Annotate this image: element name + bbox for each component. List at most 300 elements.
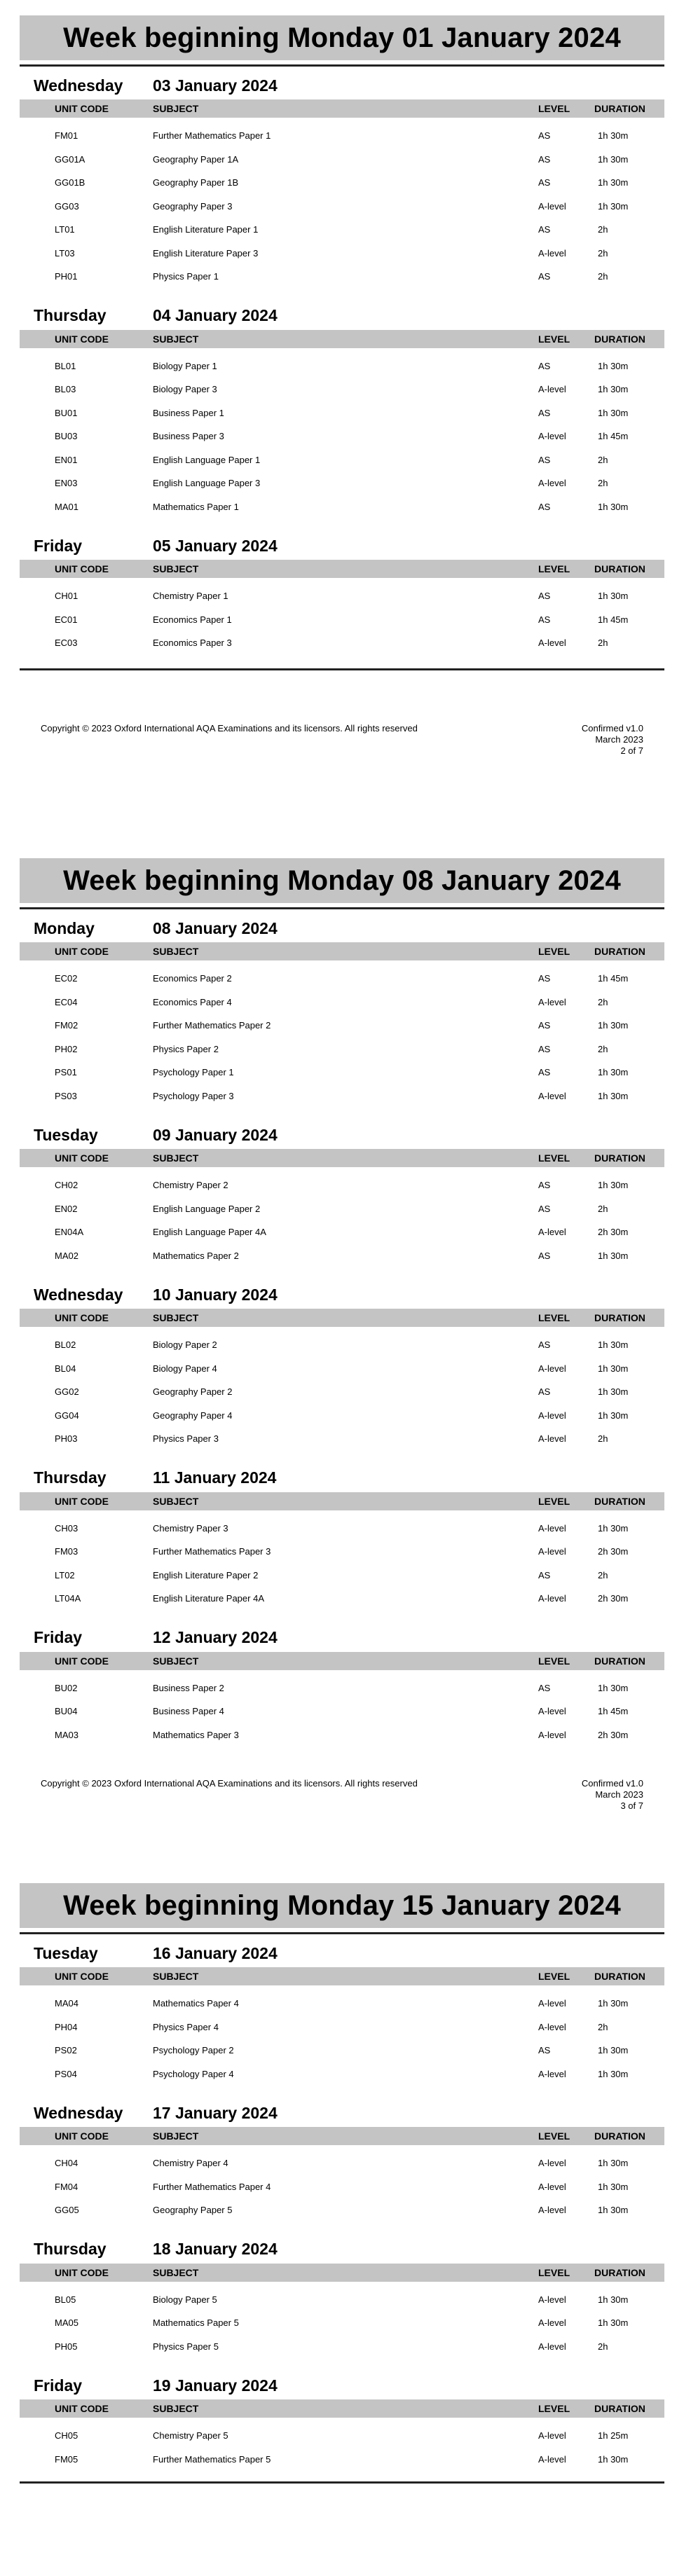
subject-cell: English Literature Paper 4A: [153, 1593, 264, 1604]
subject-cell: Geography Paper 3: [153, 200, 233, 212]
duration-cell: 2h 30m: [598, 1227, 629, 1237]
unit-code-cell: EC04: [55, 996, 78, 1007]
duration-cell: 1h 30m: [598, 1067, 629, 1077]
level-cell: A-level: [538, 247, 566, 259]
duration-cell: 1h 45m: [598, 1706, 629, 1716]
level-cell: AS: [538, 224, 551, 235]
col-subject-header: SUBJECT: [153, 103, 199, 114]
level-cell: A-level: [538, 200, 566, 212]
day-heading: [34, 2240, 278, 2259]
duration-cell: 2h: [598, 1433, 608, 1444]
duration-cell: 2h: [598, 2021, 608, 2032]
col-unit-code-header: UNIT CODE: [55, 1152, 109, 1164]
unit-code-cell: MA03: [55, 1729, 78, 1740]
unit-code-cell: FM04: [55, 2181, 78, 2192]
subject-cell: Business Paper 4: [153, 1706, 224, 1716]
unit-code-cell: MA02: [55, 1250, 78, 1261]
duration-cell: 1h 45m: [598, 973, 629, 984]
subject-cell: Further Mathematics Paper 5: [153, 2453, 271, 2465]
duration-cell: 1h 30m: [598, 1998, 629, 2009]
level-cell: AS: [538, 591, 551, 601]
day-date: 18 January 2024: [153, 2240, 278, 2258]
duration-cell: 1h 30m: [598, 2317, 629, 2328]
level-cell: AS: [538, 614, 551, 625]
duration-cell: 2h: [598, 1203, 608, 1214]
unit-code-cell: CH05: [55, 2430, 78, 2441]
day-date: 10 January 2024: [153, 1285, 278, 1304]
table-row: [20, 383, 664, 397]
table-row: [20, 1728, 664, 1742]
duration-cell: 1h 30m: [598, 153, 629, 165]
week-title: Week beginning Monday 01 January 2024: [63, 22, 621, 53]
subject-cell: Physics Paper 3: [153, 1433, 219, 1444]
level-cell: A-level: [538, 996, 566, 1007]
duration-cell: 2h 30m: [598, 1593, 629, 1604]
subject-cell: Chemistry Paper 3: [153, 1522, 228, 1534]
table-row: [20, 223, 664, 237]
col-subject-header: SUBJECT: [153, 1495, 199, 1507]
col-unit-code-header: UNIT CODE: [55, 103, 109, 114]
table-row: [20, 589, 664, 603]
level-cell: A-level: [538, 1433, 566, 1444]
table-header: [20, 2264, 664, 2282]
duration-cell: 2h: [598, 224, 608, 235]
col-level-header: LEVEL: [538, 333, 570, 345]
duration-cell: 1h 30m: [598, 2181, 629, 2192]
table-header: [20, 99, 664, 118]
table-row: [20, 1385, 664, 1399]
level-cell: AS: [538, 177, 551, 188]
footer-date: March 2023: [595, 733, 643, 745]
level-cell: A-level: [538, 1522, 566, 1534]
day-name: Wednesday: [34, 2103, 123, 2122]
day-heading: [34, 306, 278, 326]
col-level-header: LEVEL: [538, 2266, 570, 2278]
table-row: [20, 636, 664, 650]
unit-code-cell: GG03: [55, 200, 79, 212]
day-name: Friday: [34, 1628, 83, 1646]
copyright-text: Copyright © 2023 Oxford International AQA Examinations and its licensors. All rights reserved: [41, 722, 418, 733]
unit-code-cell: EN01: [55, 454, 78, 465]
unit-code-cell: BL03: [55, 384, 76, 394]
unit-code-cell: FM01: [55, 130, 78, 141]
table-row: [20, 613, 664, 627]
day-date: 04 January 2024: [153, 306, 278, 324]
day-heading: [34, 1628, 278, 1648]
unit-code-cell: MA05: [55, 2317, 78, 2328]
unit-code-cell: LT03: [55, 247, 75, 259]
level-cell: AS: [538, 153, 551, 165]
level-cell: A-level: [538, 638, 566, 648]
level-cell: AS: [538, 1569, 551, 1580]
unit-code-cell: PS01: [55, 1067, 77, 1077]
unit-code-cell: GG01B: [55, 177, 86, 188]
table-row: [20, 2156, 664, 2170]
level-cell: A-level: [538, 2294, 566, 2305]
table-row: [20, 2316, 664, 2330]
duration-cell: 1h 30m: [598, 2294, 629, 2305]
unit-code-cell: MA04: [55, 1998, 78, 2009]
subject-cell: Economics Paper 2: [153, 973, 232, 984]
subject-cell: Chemistry Paper 4: [153, 2158, 228, 2168]
duration-cell: 1h 30m: [598, 1410, 629, 1421]
subject-cell: English Language Paper 1: [153, 454, 261, 465]
level-cell: A-level: [538, 478, 566, 488]
level-cell: AS: [538, 1203, 551, 1214]
table-row: [20, 247, 664, 261]
unit-code-cell: PH05: [55, 2341, 78, 2352]
duration-cell: 1h 30m: [598, 501, 629, 512]
week-title: Week beginning Monday 08 January 2024: [63, 865, 621, 896]
level-cell: AS: [538, 1067, 551, 1077]
subject-cell: Geography Paper 5: [153, 2205, 233, 2215]
duration-cell: 1h 30m: [598, 177, 629, 188]
duration-cell: 2h: [598, 638, 608, 648]
subject-cell: Psychology Paper 2: [153, 2045, 234, 2055]
subject-cell: Further Mathematics Paper 1: [153, 130, 271, 141]
day-name: Thursday: [34, 306, 107, 324]
day-date: 09 January 2024: [153, 1125, 278, 1144]
duration-cell: 1h 30m: [598, 384, 629, 394]
col-unit-code-header: UNIT CODE: [55, 1312, 109, 1323]
subject-cell: Economics Paper 4: [153, 996, 232, 1007]
col-subject-header: SUBJECT: [153, 1971, 199, 1982]
subject-cell: Biology Paper 4: [153, 1363, 217, 1374]
table-row: [20, 1089, 664, 1103]
table-row: [20, 453, 664, 467]
col-subject-header: SUBJECT: [153, 2130, 199, 2142]
col-subject-header: SUBJECT: [153, 1312, 199, 1323]
unit-code-cell: BL04: [55, 1363, 76, 1374]
table-row: [20, 1592, 664, 1606]
table-row: [20, 2453, 664, 2467]
table-row: [20, 1432, 664, 1446]
level-cell: A-level: [538, 1090, 566, 1101]
unit-code-cell: BL02: [55, 1339, 76, 1350]
week-banner: [20, 1883, 664, 1928]
subject-cell: Business Paper 2: [153, 1682, 224, 1693]
subject-cell: Psychology Paper 4: [153, 2068, 234, 2079]
duration-cell: 1h 30m: [598, 407, 629, 418]
level-cell: A-level: [538, 2317, 566, 2328]
day-name: Friday: [34, 2376, 83, 2395]
day-name: Tuesday: [34, 1125, 98, 1144]
col-subject-header: SUBJECT: [153, 333, 199, 345]
col-unit-code-header: UNIT CODE: [55, 2130, 109, 2142]
table-row: [20, 1362, 664, 1376]
level-cell: AS: [538, 130, 551, 141]
table-row: [20, 500, 664, 514]
level-cell: A-level: [538, 384, 566, 394]
subject-cell: Geography Paper 1A: [153, 153, 239, 165]
duration-cell: 1h 30m: [598, 1386, 629, 1397]
level-cell: A-level: [538, 1706, 566, 1716]
col-level-header: LEVEL: [538, 1655, 570, 1667]
day-name: Tuesday: [34, 1943, 98, 1962]
table-row: [20, 153, 664, 167]
col-unit-code-header: UNIT CODE: [55, 946, 109, 957]
unit-code-cell: BU03: [55, 431, 78, 441]
week-title: Week beginning Monday 15 January 2024: [63, 1889, 621, 1921]
level-cell: AS: [538, 1339, 551, 1350]
level-cell: AS: [538, 271, 551, 282]
unit-code-cell: GG02: [55, 1386, 79, 1397]
unit-code-cell: GG01A: [55, 153, 86, 165]
level-cell: AS: [538, 973, 551, 984]
col-duration-header: DURATION: [594, 946, 645, 957]
col-subject-header: SUBJECT: [153, 563, 199, 574]
duration-cell: 1h 30m: [598, 2453, 629, 2465]
duration-cell: 1h 30m: [598, 1522, 629, 1534]
unit-code-cell: FM05: [55, 2453, 78, 2465]
subject-cell: Biology Paper 1: [153, 360, 217, 371]
unit-code-cell: FM02: [55, 1020, 78, 1031]
footer-status: Confirmed v1.0: [581, 722, 643, 733]
col-level-header: LEVEL: [538, 2403, 570, 2414]
table-row: [20, 2340, 664, 2354]
unit-code-cell: GG05: [55, 2205, 79, 2215]
day-heading: [34, 918, 278, 938]
table-header: [20, 1492, 664, 1510]
level-cell: A-level: [538, 1227, 566, 1237]
table-header: [20, 2399, 664, 2418]
table-header: [20, 330, 664, 348]
table-row: [20, 176, 664, 190]
level-cell: A-level: [538, 2158, 566, 2168]
level-cell: AS: [538, 1682, 551, 1693]
col-duration-header: DURATION: [594, 2403, 645, 2414]
version-info: [582, 1778, 643, 1812]
col-level-header: LEVEL: [538, 1312, 570, 1323]
unit-code-cell: PH03: [55, 1433, 78, 1444]
col-unit-code-header: UNIT CODE: [55, 2266, 109, 2278]
duration-cell: 2h 30m: [598, 1546, 629, 1557]
subject-cell: Chemistry Paper 1: [153, 591, 228, 601]
subject-cell: Chemistry Paper 2: [153, 1180, 228, 1190]
subject-cell: Economics Paper 3: [153, 638, 232, 648]
subject-cell: Mathematics Paper 4: [153, 1998, 239, 2009]
day-heading: [34, 1468, 276, 1488]
unit-code-cell: EN03: [55, 478, 78, 488]
table-row: [20, 1202, 664, 1216]
unit-code-cell: EC03: [55, 638, 78, 648]
table-row: [20, 1019, 664, 1033]
col-unit-code-header: UNIT CODE: [55, 333, 109, 345]
col-unit-code-header: UNIT CODE: [55, 1495, 109, 1507]
subject-cell: Geography Paper 1B: [153, 177, 239, 188]
unit-code-cell: EN02: [55, 1203, 78, 1214]
table-row: [20, 2067, 664, 2081]
duration-cell: 2h: [598, 271, 608, 282]
level-cell: A-level: [538, 1593, 566, 1604]
unit-code-cell: CH04: [55, 2158, 78, 2168]
day-name: Wednesday: [34, 1285, 123, 1304]
subject-cell: Physics Paper 1: [153, 271, 219, 282]
level-cell: A-level: [538, 431, 566, 441]
duration-cell: 1h 30m: [598, 1250, 629, 1261]
unit-code-cell: LT04A: [55, 1593, 81, 1604]
duration-cell: 2h: [598, 478, 608, 488]
subject-cell: Business Paper 3: [153, 431, 224, 441]
subject-cell: English Language Paper 4A: [153, 1227, 266, 1237]
level-cell: AS: [538, 501, 551, 512]
subject-cell: Biology Paper 3: [153, 384, 217, 394]
col-level-header: LEVEL: [538, 1971, 570, 1982]
day-date: 11 January 2024: [153, 1468, 277, 1487]
unit-code-cell: EC02: [55, 973, 78, 984]
unit-code-cell: BU02: [55, 1682, 78, 1693]
subject-cell: Geography Paper 2: [153, 1386, 233, 1397]
unit-code-cell: PS04: [55, 2068, 77, 2079]
duration-cell: 2h: [598, 2341, 608, 2352]
subject-cell: English Language Paper 3: [153, 478, 261, 488]
day-name: Friday: [34, 536, 83, 555]
table-row: [20, 2020, 664, 2034]
col-subject-header: SUBJECT: [153, 2266, 199, 2278]
subject-cell: Economics Paper 1: [153, 614, 232, 625]
col-duration-header: DURATION: [594, 2130, 645, 2142]
table-row: [20, 2044, 664, 2058]
table-row: [20, 1997, 664, 2011]
duration-cell: 1h 30m: [598, 360, 629, 371]
level-cell: AS: [538, 1043, 551, 1054]
duration-cell: 2h: [598, 247, 608, 259]
day-heading: [34, 2376, 278, 2395]
subject-cell: Biology Paper 2: [153, 1339, 217, 1350]
col-level-header: LEVEL: [538, 1495, 570, 1507]
unit-code-cell: CH03: [55, 1522, 78, 1534]
unit-code-cell: LT01: [55, 224, 75, 235]
unit-code-cell: PH04: [55, 2021, 78, 2032]
duration-cell: 1h 30m: [598, 1339, 629, 1350]
col-duration-header: DURATION: [594, 1655, 645, 1667]
unit-code-cell: MA01: [55, 501, 78, 512]
table-row: [20, 1225, 664, 1239]
day-date: 08 January 2024: [153, 918, 278, 937]
col-duration-header: DURATION: [594, 1495, 645, 1507]
table-row: [20, 1249, 664, 1263]
level-cell: AS: [538, 360, 551, 371]
col-duration-header: DURATION: [594, 333, 645, 345]
level-cell: AS: [538, 407, 551, 418]
subject-cell: Mathematics Paper 3: [153, 1729, 239, 1740]
duration-cell: 1h 45m: [598, 614, 629, 625]
duration-cell: 1h 30m: [598, 1090, 629, 1101]
table-header: [20, 1967, 664, 1985]
footer-status: Confirmed v1.0: [581, 1778, 643, 1789]
table-row: [20, 1569, 664, 1583]
duration-cell: 1h 30m: [598, 1180, 629, 1190]
table-header: [20, 2127, 664, 2145]
subject-cell: Mathematics Paper 1: [153, 501, 239, 512]
level-cell: A-level: [538, 1410, 566, 1421]
unit-code-cell: EN04A: [55, 1227, 84, 1237]
table-row: [20, 270, 664, 284]
col-subject-header: SUBJECT: [153, 1152, 199, 1164]
level-cell: A-level: [538, 1363, 566, 1374]
subject-cell: Mathematics Paper 2: [153, 1250, 239, 1261]
subject-cell: Psychology Paper 1: [153, 1067, 234, 1077]
level-cell: A-level: [538, 1729, 566, 1740]
table-row: [20, 200, 664, 214]
duration-cell: 1h 30m: [598, 1363, 629, 1374]
subject-cell: Physics Paper 2: [153, 1043, 219, 1054]
day-date: 05 January 2024: [153, 536, 278, 555]
col-subject-header: SUBJECT: [153, 1655, 199, 1667]
table-header: [20, 560, 664, 578]
unit-code-cell: GG04: [55, 1410, 79, 1421]
unit-code-cell: PS03: [55, 1090, 77, 1101]
table-row: [20, 1042, 664, 1056]
col-unit-code-header: UNIT CODE: [55, 1655, 109, 1667]
day-date: 03 January 2024: [153, 76, 278, 95]
unit-code-cell: PH01: [55, 271, 78, 282]
subject-cell: Chemistry Paper 5: [153, 2430, 228, 2441]
table-header: [20, 1652, 664, 1670]
duration-cell: 1h 30m: [598, 2158, 629, 2168]
unit-code-cell: BU04: [55, 1706, 78, 1716]
title-rule: [20, 1932, 664, 1934]
table-row: [20, 1338, 664, 1352]
subject-cell: Psychology Paper 3: [153, 1090, 234, 1101]
footer-page: 2 of 7: [620, 745, 643, 756]
level-cell: A-level: [538, 2068, 566, 2079]
day-heading: [34, 1285, 278, 1304]
subject-cell: English Literature Paper 3: [153, 247, 259, 259]
col-level-header: LEVEL: [538, 103, 570, 114]
table-row: [20, 406, 664, 420]
subject-cell: Business Paper 1: [153, 407, 224, 418]
day-date: 19 January 2024: [153, 2376, 278, 2395]
day-heading: [34, 1125, 278, 1145]
unit-code-cell: BU01: [55, 407, 78, 418]
duration-cell: 2h 30m: [598, 1729, 629, 1740]
col-duration-header: DURATION: [594, 1312, 645, 1323]
level-cell: AS: [538, 454, 551, 465]
table-row: [20, 1522, 664, 1536]
duration-cell: 1h 30m: [598, 591, 629, 601]
day-heading: [34, 76, 278, 95]
subject-cell: Biology Paper 5: [153, 2294, 217, 2305]
day-name: Thursday: [34, 2240, 107, 2258]
subject-cell: Mathematics Paper 5: [153, 2317, 239, 2328]
table-row: [20, 2293, 664, 2307]
table-row: [20, 2203, 664, 2217]
level-cell: A-level: [538, 2430, 566, 2441]
duration-cell: 1h 30m: [598, 2045, 629, 2055]
level-cell: A-level: [538, 1546, 566, 1557]
copyright-text: Copyright © 2023 Oxford International AQA Examinations and its licensors. All rights reserved: [41, 1778, 418, 1789]
col-duration-header: DURATION: [594, 1152, 645, 1164]
week-banner: [20, 15, 664, 60]
day-name: Monday: [34, 918, 95, 937]
subject-cell: English Literature Paper 2: [153, 1569, 259, 1580]
week-banner: [20, 858, 664, 903]
col-subject-header: SUBJECT: [153, 2403, 199, 2414]
unit-code-cell: PH02: [55, 1043, 78, 1054]
duration-cell: 1h 25m: [598, 2430, 629, 2441]
table-header: [20, 1309, 664, 1327]
table-row: [20, 129, 664, 143]
level-cell: A-level: [538, 2021, 566, 2032]
day-date: 16 January 2024: [153, 1943, 278, 1962]
subject-cell: Geography Paper 4: [153, 1410, 233, 1421]
table-row: [20, 2429, 664, 2443]
table-row: [20, 1066, 664, 1080]
day-date: 17 January 2024: [153, 2103, 278, 2122]
subject-cell: English Language Paper 2: [153, 1203, 261, 1214]
level-cell: AS: [538, 1020, 551, 1031]
